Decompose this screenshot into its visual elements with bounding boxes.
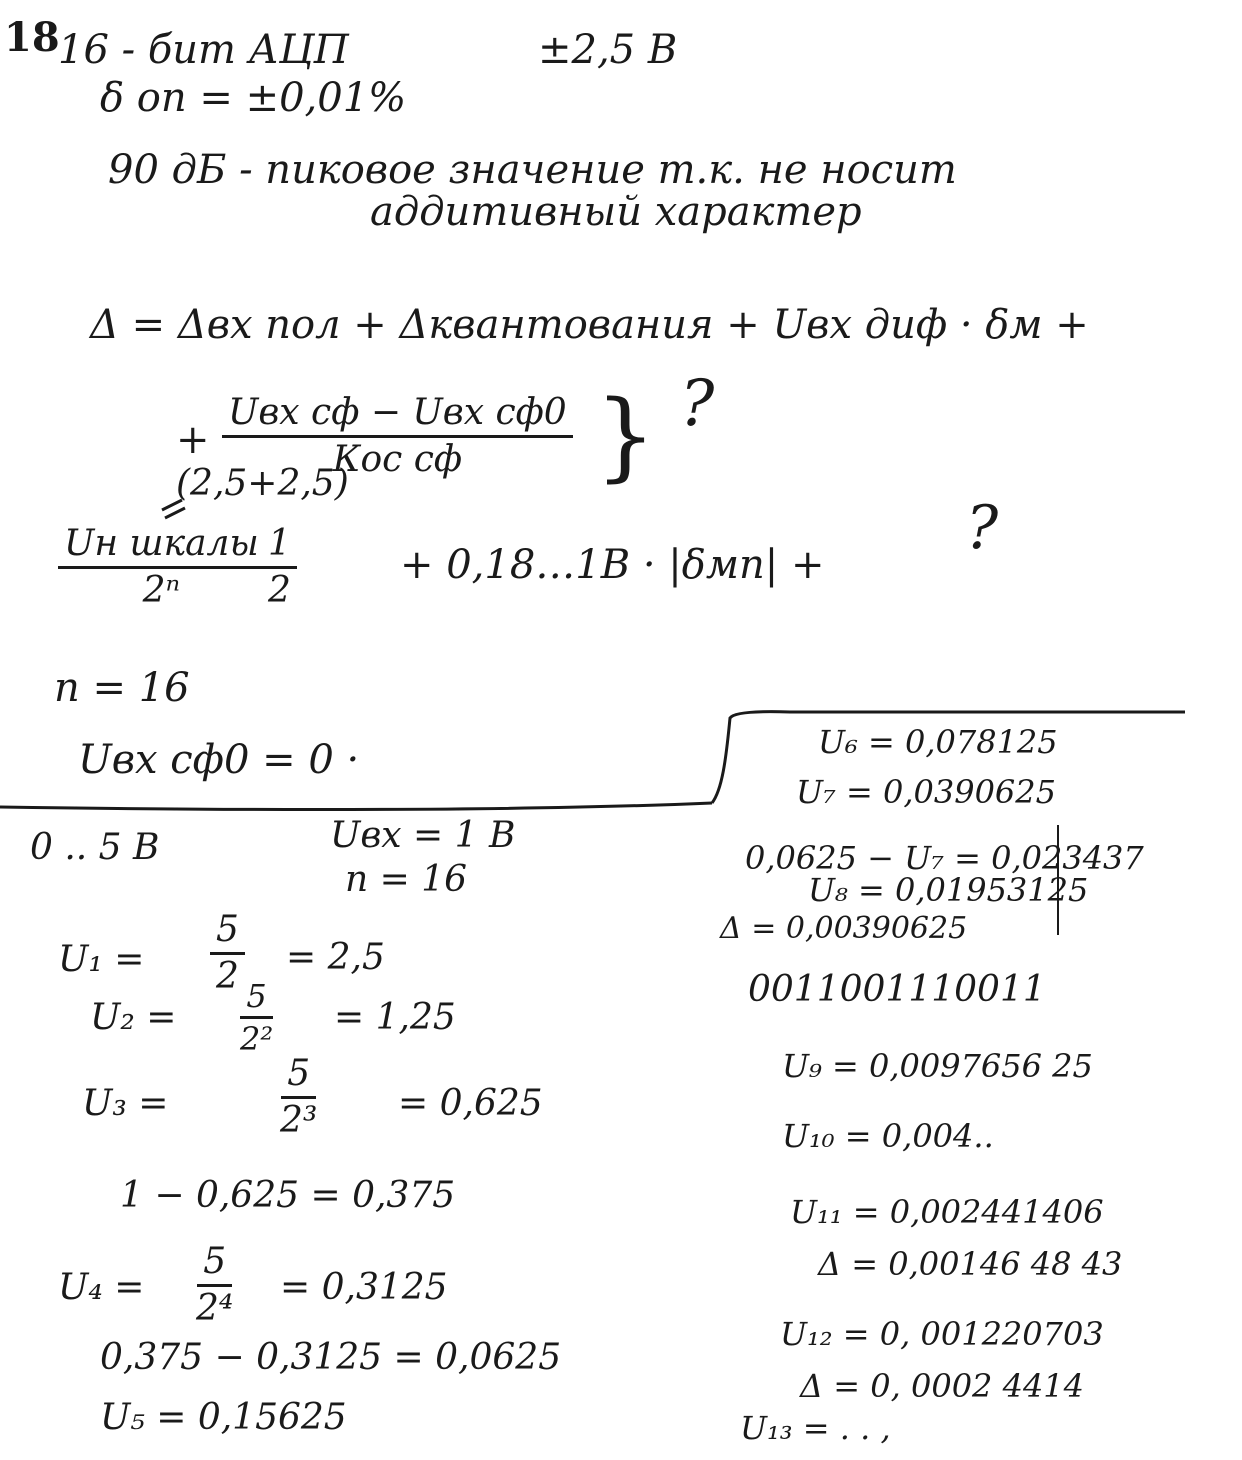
u1-denominator: 2 (216, 956, 239, 997)
curly-brace: } (595, 380, 657, 492)
u2-denominator: 2² (240, 1020, 274, 1058)
u13-value: U₁₃ = . . , (740, 1409, 891, 1447)
u6-value: U₆ = 0,078125 (818, 723, 1058, 761)
u7-value: U₇ = 0,0390625 (796, 773, 1056, 811)
u3-label: U₃ = (82, 1083, 169, 1124)
u9-value: U₉ = 0,0097656 25 (782, 1047, 1093, 1085)
input-range: 0 .. 5 B (30, 827, 160, 868)
u5-value: U₅ = 0,15625 (100, 1397, 347, 1438)
u1-value: = 2,5 (286, 937, 385, 978)
u3-denominator: 2³ (280, 1100, 318, 1141)
difference-3: 0,0625 − U₇ = 0,023437 (745, 839, 1144, 877)
adc-spec: 16 - бит АЦП (58, 27, 349, 73)
db-note-line2: аддитивный характер (370, 189, 862, 235)
difference-2: 0,375 − 0,3125 = 0,0625 (100, 1337, 562, 1378)
quantization-numerator: Uн шкалы (58, 526, 265, 569)
page-number: 18 (4, 14, 60, 61)
plus-sign: + (176, 417, 210, 463)
u4-numerator: 5 (197, 1244, 232, 1287)
quantization-denominator: 2ⁿ (142, 570, 181, 611)
half-numerator: 1 (262, 526, 297, 569)
cmrr-numerator: Uвх сф − Uвх сф0 (222, 395, 573, 438)
cmrr-denominator: Кос сф (332, 439, 463, 480)
voltage-range: ±2,5 B (538, 27, 678, 73)
delta-1: Δ = 0,00390625 (720, 911, 968, 946)
u2-label: U₂ = (90, 997, 177, 1038)
u1-numerator: 5 (210, 912, 245, 955)
input-voltage: Uвх = 1 B (330, 815, 516, 856)
delta-3: Δ = 0, 0002 4414 (800, 1367, 1085, 1405)
u1-label: U₁ = (58, 939, 145, 980)
delta-op: δ оп = ±0,01% (100, 75, 407, 121)
question-mark: ? (966, 493, 999, 563)
double-slash-mark (165, 508, 185, 518)
uvx-sf0-value: Uвх сф0 = 0 · (78, 737, 360, 783)
u2-numerator: 5 (240, 980, 272, 1019)
error-formula-line1: Δ = Δвх пол + Δквантования + Uвх диф · δм + (90, 302, 1089, 348)
difference-1: 1 − 0,625 = 0,375 (120, 1175, 456, 1216)
binary-code: 0011001110011 (748, 969, 1046, 1010)
delta-2: Δ = 0,00146 48 43 (818, 1245, 1123, 1283)
db-note-line1: 90 дБ - пиковое значение т.к. не носит (108, 147, 957, 193)
u10-value: U₁₀ = 0,004.. (782, 1117, 994, 1155)
quantization-fraction (58, 523, 265, 611)
u3-numerator: 5 (281, 1056, 316, 1099)
question-mark: ? (680, 367, 715, 441)
u4-fraction (196, 1241, 234, 1329)
u4-label: U₄ = (58, 1267, 145, 1308)
u3-value: = 0,625 (398, 1083, 543, 1124)
half-denominator: 2 (268, 570, 291, 611)
range-annotation: (2,5+2,5) (176, 463, 349, 504)
formula2-middle: + 0,18…1B · |δмп| + (400, 542, 825, 588)
horizontal-divider-line (0, 803, 712, 810)
bits-count: n = 16 (345, 859, 468, 900)
u2-fraction (240, 977, 274, 1058)
u11-value: U₁₁ = 0,002441406 (790, 1193, 1104, 1231)
u12-value: U₁₂ = 0, 001220703 (780, 1315, 1104, 1353)
half-fraction (262, 523, 297, 611)
u8-value: U₈ = 0,01953125 (808, 871, 1089, 909)
u3-fraction (280, 1053, 318, 1141)
u2-value: = 1,25 (334, 997, 456, 1038)
u4-denominator: 2⁴ (196, 1288, 234, 1329)
u4-value: = 0,3125 (280, 1267, 448, 1308)
n-value: n = 16 (54, 665, 190, 711)
